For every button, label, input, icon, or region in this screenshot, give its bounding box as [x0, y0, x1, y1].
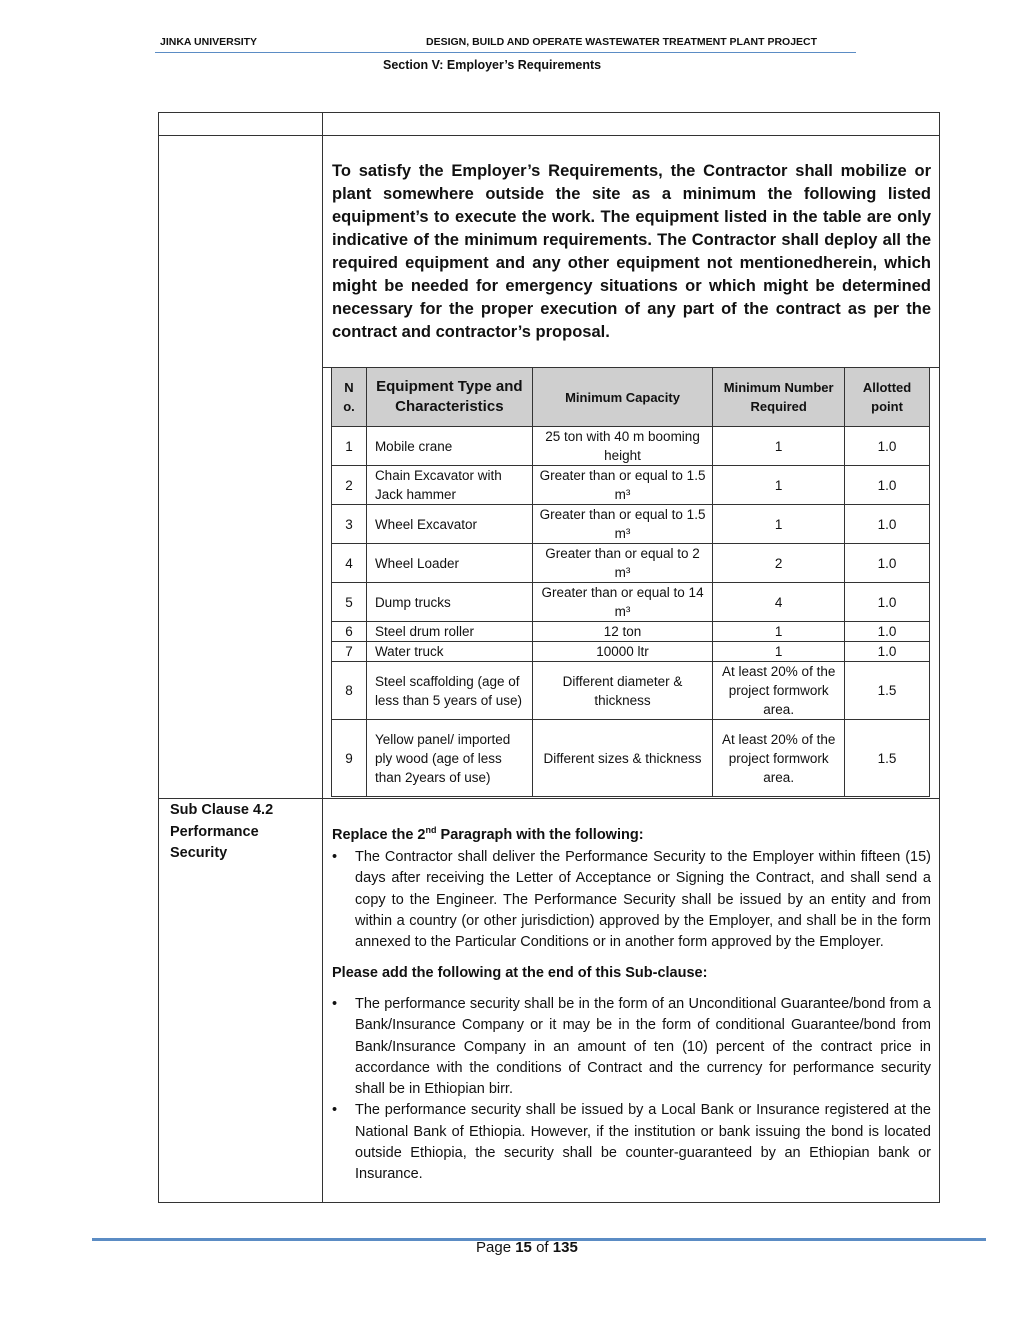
row-no: 3 — [332, 505, 367, 544]
header-divider — [155, 52, 856, 53]
row-capacity: Greater than or equal to 1.5 m³ — [532, 505, 713, 544]
row-point: 1.0 — [845, 505, 930, 544]
row-capacity: Greater than or equal to 1.5 m³ — [532, 466, 713, 505]
row-number: 1 — [713, 642, 845, 662]
row-no: 8 — [332, 662, 367, 720]
row-number: 2 — [713, 544, 845, 583]
row-number: At least 20% of the project formwork area. — [713, 720, 845, 797]
row-capacity: Different sizes & thickness — [532, 720, 713, 797]
table-row — [332, 583, 930, 622]
row-number: 1 — [713, 427, 845, 466]
table-row — [332, 662, 930, 720]
row-point: 1.5 — [845, 720, 930, 797]
row-point: 1.0 — [845, 622, 930, 642]
row-equipment-type: Water truck — [366, 642, 532, 662]
row-number: 1 — [713, 466, 845, 505]
row-equipment-type: Wheel Loader — [366, 544, 532, 583]
row-equipment-type: Mobile crane — [366, 427, 532, 466]
header-minimum-capacity: Minimum Capacity — [532, 368, 713, 427]
add-heading: Please add the following at the end of this Sub-clause: — [332, 964, 708, 981]
table-row — [332, 466, 930, 505]
row-point: 1.0 — [845, 427, 930, 466]
header-allotted-point: Allotted point — [845, 368, 930, 427]
sub-clause-number: Sub Clause 4.2 — [170, 802, 274, 818]
performance-security-text — [332, 820, 931, 1186]
row-equipment-type: Wheel Excavator — [366, 505, 532, 544]
table-row — [332, 505, 930, 544]
table-row — [332, 427, 930, 466]
section-title: Section V: Employer’s Requirements — [383, 58, 602, 72]
row-point: 1.0 — [845, 544, 930, 583]
row-no: 6 — [332, 622, 367, 642]
row-capacity: Greater than or equal to 2 m³ — [532, 544, 713, 583]
row-point: 1.0 — [845, 583, 930, 622]
row-number: 1 — [713, 622, 845, 642]
row-no: 2 — [332, 466, 367, 505]
header-minimum-number: Minimum Number Required — [713, 368, 845, 427]
header-no: N o. — [332, 368, 367, 427]
intro-paragraph: To satisfy the Employer’s Requirements, the Contractor shall mobilize or plant somewhere outside the site as a minimum the following listed equipment’s to execute the work. The equipment listed in the table are only indicative of the minimum requirements. The Contractor shall deploy all the required equipment and any other equipment not mentionedherein, which might be needed for emergency situations or which might be determined necessary for the proper execution of any part of the contract as per the contract and contractor’s proposal. — [332, 162, 931, 341]
bullet-form: • The performance security shall be in the form of an Unconditional Guarantee/bond from a Bank/Insurance Company or it may be in the form of conditional Guarantee/bond from Bank/Insurance Company in an amount of ten (10) percent of the contract price in accordance with the conditions of Contract and the currency for performance security shall be in Ethiopian birr. — [332, 995, 931, 1098]
row-capacity: 25 ton with 40 m booming height — [532, 427, 713, 466]
row-point: 1.5 — [845, 662, 930, 720]
equipment-table — [331, 367, 930, 797]
bullet-marker: • — [332, 1102, 338, 1119]
header-left: JINKA UNIVERSITY — [160, 36, 258, 48]
column-divider — [322, 112, 323, 1203]
replace-heading: Replace the 2nd Paragraph with the following: — [332, 825, 644, 843]
row-capacity: 12 ton — [532, 622, 713, 642]
bullet-marker: • — [332, 995, 338, 1012]
row-point: 1.0 — [845, 466, 930, 505]
bullet-issuer: • The performance security shall be issued by a Local Bank or Insurance registered at the National Bank of Ethiopia. However, if the institution or bank issuing the bond is located outside Ethiopia, the security shall be counter-guaranteed by an Ethiopian bank or Insurance. — [332, 1102, 931, 1183]
table-row — [332, 642, 930, 662]
page-number: Page 15 of 135 — [476, 1239, 578, 1256]
table-row — [332, 544, 930, 583]
row-equipment-type: Chain Excavator with Jack hammer — [366, 466, 532, 505]
row-number: 1 — [713, 505, 845, 544]
row-number: At least 20% of the project formwork area. — [713, 662, 845, 720]
row-no: 7 — [332, 642, 367, 662]
table-row — [332, 622, 930, 642]
row-equipment-type: Dump trucks — [366, 583, 532, 622]
row-no: 5 — [332, 583, 367, 622]
row-divider-subclause — [158, 798, 940, 799]
row-equipment-type: Steel scaffolding (age of less than 5 years of use) — [366, 662, 532, 720]
row-capacity: 10000 ltr — [532, 642, 713, 662]
sub-clause-title-2: Security — [170, 845, 228, 861]
bullet-delivery: • The Contractor shall deliver the Performance Security to the Employer within fifteen (15) days after receiving the Letter of Acceptance or Signing the Contract, and shall send a copy to the Engineer. The Performance Security shall be issued by an entity and from within a country (or other jurisdiction) approved by the Employer, and shall be in the form annexed to the Particular Conditions or in another form approved by the Employer. — [332, 849, 931, 951]
row-number: 4 — [713, 583, 845, 622]
row-equipment-type: Yellow panel/ imported ply wood (age of less than 2years of use) — [366, 720, 532, 797]
sub-clause-title-1: Performance — [170, 823, 259, 840]
row-no: 4 — [332, 544, 367, 583]
row-equipment-type: Steel drum roller — [366, 622, 532, 642]
sub-clause-label — [170, 800, 273, 865]
equipment-table-header — [332, 368, 930, 427]
table-row — [332, 720, 930, 797]
header-right: DESIGN, BUILD AND OPERATE WASTEWATER TREATMENT PLANT PROJECT — [426, 36, 818, 48]
bullet-marker: • — [332, 849, 338, 866]
row-no: 1 — [332, 427, 367, 466]
row-point: 1.0 — [845, 642, 930, 662]
row-no: 9 — [332, 720, 367, 797]
row-capacity: Greater than or equal to 14 m³ — [532, 583, 713, 622]
row-capacity: Different diameter & thickness — [532, 662, 713, 720]
row-divider-top — [158, 135, 940, 136]
header-equipment-type: Equipment Type and Characteristics — [366, 368, 532, 427]
